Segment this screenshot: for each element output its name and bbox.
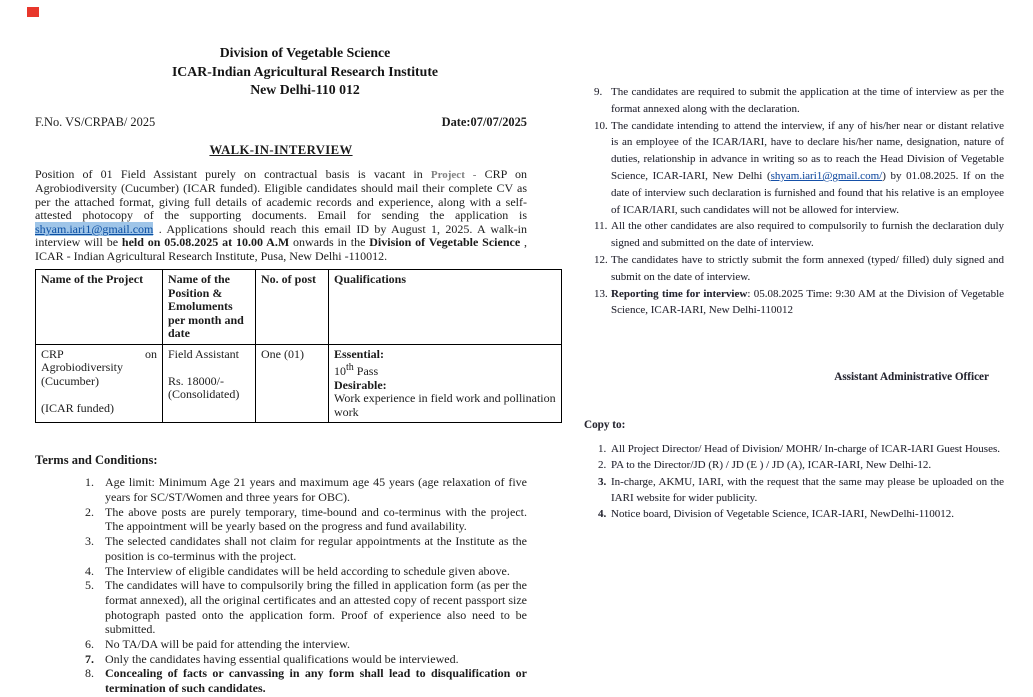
file-number: F.No. VS/CRPAB/ 2025 [35, 114, 156, 129]
term-text: All the other candidates are also required to compulsorily to furnish the declaration duly signed and submitted on the date of interview. [611, 220, 1004, 250]
reporting-time-value: : 05.08.2025 Time: 9:30 AM at the Division of Vegetable Science, ICAR-IARI, New Delhi-110012 [611, 287, 1005, 317]
term-item-12 [584, 252, 1004, 286]
term-item-13 [584, 286, 1004, 320]
position-salary-type: (Consolidated) [168, 387, 240, 402]
file-number-row [35, 115, 527, 130]
term-text: The candidates are required to submit the application at the time of interview as per the format annexed along with the declaration. [611, 86, 1004, 115]
intro-seg7: onwards in the [293, 235, 370, 250]
copy-item-1 [584, 441, 1004, 457]
copy-to-list [584, 441, 1004, 523]
copy-text: All Project Director/ Head of Division/ MOHR/ In-charge of ICAR-IARI Guest Houses. [611, 442, 1001, 455]
term-text: Concealing of facts or canvassing in any form shall lead to disqualification or termination of such candidates. [105, 666, 527, 696]
table-row [36, 344, 562, 423]
term-item-5 [35, 578, 527, 637]
copy-number: 1. [598, 442, 607, 455]
essential-num: 10 [334, 364, 346, 379]
project-line2: Agrobiodiversity [41, 360, 123, 375]
copy-text: PA to the Director/JD (R) / JD (E ) / JD (A), ICAR-IARI, New Delhi-12. [611, 459, 932, 472]
term-number: 2. [85, 504, 94, 519]
project-tag: Project - [430, 168, 477, 181]
term-number: 5. [85, 578, 94, 593]
project-line3: (Cucumber) [41, 373, 99, 388]
cell-position [163, 344, 256, 423]
copy-number: 4. [598, 508, 607, 521]
term-number: 8. [85, 666, 94, 681]
intro-seg1: Position of 01 Field Assistant purely on contractual basis is vacant in [35, 166, 431, 181]
term-text: The candidates will have to compulsorily bring the filled in application form (as per the format annexed), all the original certificates and an attested copy of recent passport size photograph pasted onto the application form. Proof of experience also need to be submitted. [105, 578, 527, 637]
essential-value [334, 361, 556, 379]
intro-seg9: , ICAR - Indian Agricultural Research Institute, Pusa, New Delhi -110012. [35, 235, 528, 263]
term-number: 3. [85, 534, 94, 549]
spacer [41, 388, 157, 402]
copy-item-2 [584, 457, 1004, 473]
intro-paragraph [35, 168, 527, 264]
email-link[interactable]: shyam.iari1@gmail.com [35, 221, 154, 236]
term-text [611, 118, 1004, 219]
position-title: Field Assistant [168, 346, 240, 361]
term-number: 9. [594, 86, 603, 98]
essential-label: Essential: [334, 346, 385, 361]
term-item-11 [584, 218, 1004, 252]
division-name: Division of Vegetable Science [369, 235, 521, 250]
table-header-row [36, 270, 562, 345]
page-1 [35, 0, 556, 696]
intro-seg5: . Applications should reach this email ID by August 1, 2025. A walk-in interview will be [35, 221, 527, 250]
project-name-line [41, 348, 157, 362]
copy-number: 3. [598, 475, 607, 488]
term-number: 11. [594, 220, 608, 233]
copy-text: Notice board, Division of Vegetable Science, ICAR-IARI, NewDelhi-110012. [611, 508, 955, 521]
term-number: 10. [594, 119, 608, 132]
desirable-label: Desirable: [334, 377, 387, 392]
term-text: The selected candidates shall not claim for regular appointments at the Institute as the position is co-terminus with the project. [105, 534, 527, 563]
org-division: Division of Vegetable Science [219, 45, 391, 60]
org-city: New Delhi-110 012 [250, 82, 360, 98]
reporting-time-label: Reporting time for interview [611, 287, 748, 300]
org-institute: ICAR-Indian Agricultural Research Institute [171, 63, 439, 79]
copy-text: In-charge, AKMU, IARI, with the request that the same may please be uploaded on the IARI website for wider publicity. [611, 475, 1004, 504]
term-item-4 [35, 564, 527, 579]
term-number: 1. [85, 475, 94, 490]
term-text: Age limit: Minimum Age 21 years and maximum age 45 years (age relaxation of five years for SC/ST/Women and three years for OBC). [105, 475, 527, 504]
term-text [611, 286, 1004, 320]
term-number: 7. [85, 651, 94, 666]
header-posts: No. of post [256, 270, 329, 345]
item10-pre: The candidate intending to attend the interview, if any of his/her near or distant relative is an employee of the ICAR/IARI, have to declare his/her name, designation, nature of duties, relationship in advance in writing so as to reach the Head Division of Vegetable Science, ICAR-IARI, New Delhi ( [611, 119, 1004, 182]
notice-heading: WALK-IN-INTERVIEW [209, 142, 353, 157]
page-2 [584, 0, 1004, 523]
cell-posts: One (01) [256, 344, 329, 423]
copy-number: 2. [598, 459, 607, 472]
interview-datetime: held on 05.08.2025 at 10.00 A.M [121, 235, 290, 250]
conditions-list-continued [584, 84, 1004, 319]
position-salary: Rs. 18000/- [168, 373, 225, 388]
term-text: The candidates have to strictly submit the form annexed (typed/ filled) duly signed and submit on the date of interview. [611, 253, 1004, 283]
term-text: The Interview of eligible candidates will be held according to schedule given above. [105, 563, 510, 578]
terms-list [35, 475, 527, 696]
email-link[interactable]: shyam.iari1@gmail.com/ [770, 169, 883, 182]
term-item-10 [584, 118, 1004, 219]
org-header [83, 44, 527, 100]
term-number: 6. [85, 637, 94, 652]
cell-qualifications [329, 344, 562, 423]
spacer [168, 361, 250, 375]
project-word1: CRP [41, 346, 64, 361]
copy-to-heading: Copy to: [584, 418, 626, 431]
header-position: Name of the Position & Emoluments per month and date [163, 270, 256, 345]
term-number: 4. [85, 563, 94, 578]
project-word2: on [145, 346, 157, 361]
copy-item-3 [584, 474, 1004, 507]
term-item-9 [584, 84, 1004, 118]
essential-ordinal: th [346, 362, 354, 374]
header-project: Name of the Project [36, 270, 163, 345]
term-number: 13. [594, 287, 608, 300]
vacancy-table [35, 269, 562, 423]
essential-rest: Pass [353, 364, 379, 379]
term-item-1 [35, 475, 527, 504]
intro-seg3: CRP on Agrobiodiversity (Cucumber) (ICAR funded). Eligible candidates should mail their complete CV as per the attached format, giving full details of academic records and experience, along with a self-attested photocopy of the supporting documents. Email for sending the application is [35, 166, 528, 223]
term-item-2 [35, 505, 527, 534]
term-item-3 [35, 534, 527, 563]
header-qualifications: Qualifications [329, 270, 562, 345]
project-funded: (ICAR funded) [41, 400, 114, 415]
copy-item-4 [584, 506, 1004, 522]
terms-heading: Terms and Conditions: [35, 453, 158, 468]
term-item-8 [35, 666, 527, 695]
notice-date: Date:07/07/2025 [441, 114, 527, 129]
term-item-7 [35, 652, 527, 667]
term-number: 12. [594, 253, 608, 266]
term-text: Only the candidates having essential qualifications would be interviewed. [105, 651, 459, 666]
term-text: The above posts are purely temporary, time-bound and co-terminus with the project. The appointment will be yearly based on the progress and fund availability. [105, 504, 527, 534]
signature-designation: Assistant Administrative Officer [834, 371, 989, 384]
term-item-6 [35, 637, 527, 652]
desirable-value: Work experience in field work and pollination work [334, 391, 556, 419]
item10-post: ) by 01.08.2025. If on the date of interview such declaration is furnished and found that his relative is an employee of ICAR/IARI, such candidates will not be allowed for interview. [611, 169, 1004, 216]
term-text: No TA/DA will be paid for attending the interview. [105, 637, 350, 652]
cell-project [36, 344, 163, 423]
